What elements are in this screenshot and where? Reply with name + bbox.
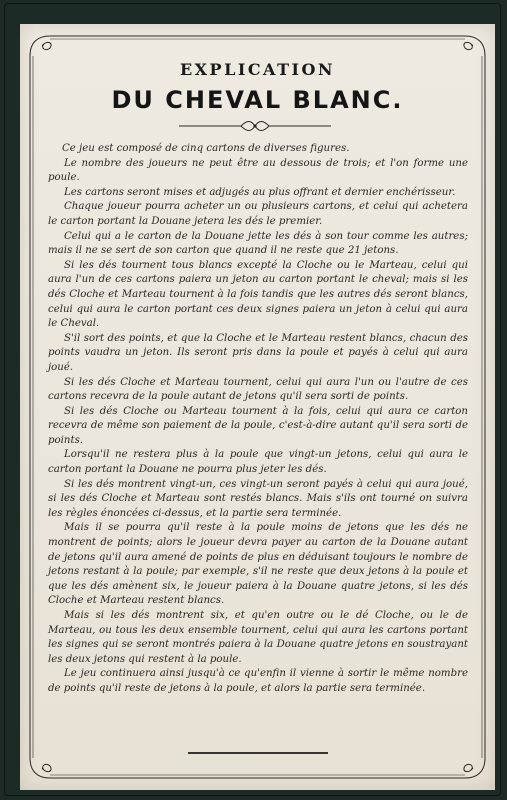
rule-paragraph: Si les dés Cloche et Marteau tournent, celui qui aura l'un ou l'autre de ces cartons recevra de la poule autant de jetons qu'il sera sorti de points. [48,376,468,403]
rule-paragraph: Ce jeu est composé de cinq cartons de diverses figures. [62,143,350,154]
paper-sheet [20,24,495,790]
title-flourish-divider [175,119,335,133]
closing-rule [188,752,328,754]
rule-paragraph: Le jeu continuera ainsi jusqu'à ce qu'enfin il vienne à sortir le même nombre de points qu'il reste de jetons à la poule, et alors la partie sera terminée. [48,668,468,694]
rule-paragraph: Mais il se pourra qu'il reste à la poule moins de jetons que les dés ne montrent de points; alors le joueur devra payer au carton de la Douane autant de jetons qu'il aura amené de points de plus en déduisant toujours le nombre de jetons restant à la poule; par exemple, s'il ne reste que deux jetons à la poule et que les dés amènent six, le joueur paiera à la Douane quatre jetons, si les dés Cloche et Marteau restent blancs. [48,522,468,607]
rule-paragraph: Celui qui a le carton de la Douane jette les dés à son tour comme les autres; mais il ne se sert de son carton que quand il ne reste que 21 jetons. [48,230,468,257]
rule-paragraph: Si les dés montrent vingt-un, ces vingt-un seront payés à celui qui aura joué, si les dés Cloche et Marteau sont restés blancs. Mais s'ils ont tourné on suivra les règles énoncées ci-dessus, et la partie sera terminée. [48,478,468,519]
rule-paragraph: Si les dés Cloche ou Marteau tournent à la fois, celui qui aura ce carton recevra de même son paiement de la poule, c'est-à-dire autant qu'il sera sorti de points. [48,405,468,446]
rules-text [48,142,468,697]
rule-paragraph: Mais si les dés montrent six, et qu'en outre ou le dé Cloche, ou le de Marteau, ou tous les deux ensemble tournent, celui qui aura les cartons portant les signes qui se seront montrés paiera à la Douane quatre jetons en soustrayant les deux jetons qui restent à la poule. [48,610,468,665]
rule-paragraph: Si les dés tournent tous blancs excepté la Cloche ou le Marteau, celui qui aura l'un de ces cartons paiera un jeton au carton portant le cheval; mais si les dés Cloche et Marteau tournent à la fois tandis que les autres dés seront blancs, celui qui aura le carton portant ces deux signes paiera un jeton à celui qui aura le Cheval. [48,259,468,330]
rule-paragraph: Lorsqu'il ne restera plus à la poule que vingt-un jetons, celui qui aura le carton portant la Douane ne pourra plus jeter les dés. [48,449,468,476]
rule-paragraph: Le nombre des joueurs ne peut être au dessous de trois; et l'on forme une poule. [48,157,468,184]
title-explication: EXPLICATION [179,60,336,79]
rule-paragraph: Chaque joueur pourra acheter un ou plusieurs cartons, et celui qui achetera le carton portant la Douane jetera les dés le premier. [48,201,468,227]
card-board [4,3,501,796]
title-cheval-blanc: DU CHEVAL BLANC. [111,86,404,114]
rule-paragraph: S'il sort des points, et que la Cloche et le Marteau restent blancs, chacun des points vaudra un jeton. Ils seront pris dans la poule et payés à celui qui aura joué. [48,332,468,373]
rule-paragraph: Les cartons seront mises et adjugés au plus offrant et dernier enchérisseur. [64,186,456,198]
